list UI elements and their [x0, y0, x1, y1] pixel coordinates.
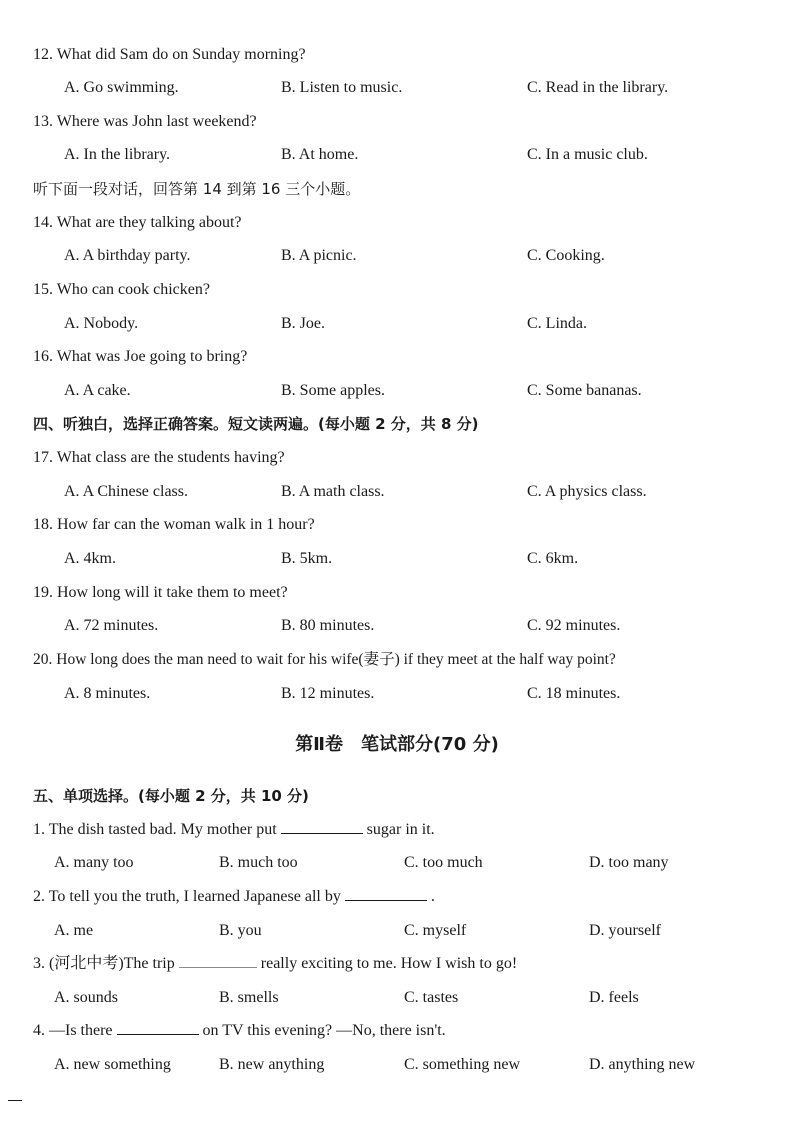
- mc-question-3: [0, 949, 794, 979]
- option-a: A. many too: [54, 854, 134, 871]
- option-b: B. 80 minutes.: [281, 617, 375, 634]
- question-20: [0, 645, 794, 675]
- option-b: B. 12 minutes.: [281, 685, 375, 702]
- question-stem: 20. How long does the man need to wait for his wife(妻子) if they meet at the half way point?: [33, 651, 616, 668]
- option-c: C. A physics class.: [527, 483, 647, 500]
- option-c: C. 92 minutes.: [527, 617, 621, 634]
- question-stem-pre: 3. (河北中考)The trip: [33, 955, 175, 972]
- mc-options-4: [0, 1050, 794, 1080]
- option-d: D. feels: [589, 989, 639, 1006]
- option-a: A. me: [54, 922, 94, 939]
- option-c: C. Some bananas.: [527, 382, 642, 399]
- option-b: B. 5km.: [281, 550, 333, 567]
- question-stem: 12. What did Sam do on Sunday morning?: [33, 46, 306, 63]
- question-17: [0, 443, 794, 473]
- option-a: A. sounds: [54, 989, 119, 1006]
- option-b: B. Some apples.: [281, 382, 385, 399]
- option-b: B. much too: [219, 854, 298, 871]
- option-a: A. Nobody.: [64, 315, 139, 332]
- option-a: A. 72 minutes.: [64, 617, 159, 634]
- option-a: A. A cake.: [64, 382, 131, 399]
- option-b: B. Listen to music.: [281, 79, 403, 96]
- instruction-14-16: [0, 174, 794, 204]
- mc-options-3: [0, 983, 794, 1013]
- part-2-title: 第Ⅱ卷 笔试部分(70 分): [295, 734, 499, 755]
- options-16: [0, 376, 794, 406]
- question-stem-post: really exciting to me. How I wish to go!: [260, 955, 518, 972]
- question-stem: 18. How far can the woman walk in 1 hour?: [33, 516, 315, 533]
- question-stem: 19. How long will it take them to meet?: [33, 584, 288, 601]
- option-b: B. you: [219, 922, 262, 939]
- question-stem-pre: 4. —Is there: [33, 1022, 113, 1039]
- answer-blank: [117, 1020, 199, 1035]
- options-12: [0, 73, 794, 103]
- option-c: C. tastes: [404, 989, 459, 1006]
- question-stem-pre: 1. The dish tasted bad. My mother put: [33, 821, 277, 838]
- options-19: [0, 611, 794, 641]
- question-15: [0, 275, 794, 305]
- option-c: C. myself: [404, 922, 467, 939]
- mc-options-1: [0, 848, 794, 878]
- options-20: [0, 679, 794, 709]
- option-c: C. too much: [404, 854, 483, 871]
- options-14: [0, 241, 794, 271]
- question-stem: 15. Who can cook chicken?: [33, 281, 210, 298]
- option-c: C. Linda.: [527, 315, 587, 332]
- option-a: A. A birthday party.: [64, 247, 191, 264]
- option-c: C. Cooking.: [527, 247, 605, 264]
- question-stem-pre: 2. To tell you the truth, I learned Japanese all by: [33, 888, 341, 905]
- question-stem: 13. Where was John last weekend?: [33, 113, 257, 130]
- question-stem: 17. What class are the students having?: [33, 449, 285, 466]
- options-15: [0, 309, 794, 339]
- question-19: [0, 578, 794, 608]
- question-14: [0, 208, 794, 238]
- option-c: C. 6km.: [527, 550, 579, 567]
- option-a: A. 8 minutes.: [64, 685, 151, 702]
- section-5-heading: [0, 781, 794, 811]
- question-stem: 14. What are they talking about?: [33, 214, 242, 231]
- option-c: C. Read in the library.: [527, 79, 669, 96]
- option-d: D. anything new: [589, 1056, 696, 1073]
- question-stem-post: sugar in it.: [366, 821, 435, 838]
- options-17: [0, 477, 794, 507]
- option-c: C. 18 minutes.: [527, 685, 621, 702]
- mc-question-2: [0, 882, 794, 912]
- option-a: A. Go swimming.: [64, 79, 179, 96]
- option-b: B. A picnic.: [281, 247, 357, 264]
- option-a: A. In the library.: [64, 146, 171, 163]
- options-18: [0, 544, 794, 574]
- option-b: B. Joe.: [281, 315, 325, 332]
- page-corner-mark: [8, 1100, 22, 1101]
- option-a: A. 4km.: [64, 550, 116, 567]
- answer-blank: [179, 953, 257, 968]
- option-d: D. yourself: [589, 922, 661, 939]
- mc-question-4: [0, 1016, 794, 1046]
- section-heading-text: 四、听独白，选择正确答案。短文读两遍。(每小题 2 分，共 8 分): [33, 415, 479, 433]
- option-b: B. new anything: [219, 1056, 325, 1073]
- mc-options-2: [0, 916, 794, 946]
- option-b: B. At home.: [281, 146, 359, 163]
- question-12: [0, 40, 794, 70]
- question-stem-post: .: [430, 888, 435, 905]
- section-4-heading: [0, 409, 794, 439]
- question-18: [0, 510, 794, 540]
- option-b: B. smells: [219, 989, 279, 1006]
- option-b: B. A math class.: [281, 483, 385, 500]
- question-13: [0, 107, 794, 137]
- mc-question-1: [0, 815, 794, 845]
- question-16: [0, 342, 794, 372]
- option-d: D. too many: [589, 854, 669, 871]
- option-c: C. something new: [404, 1056, 520, 1073]
- option-a: A. A Chinese class.: [64, 483, 188, 500]
- question-stem: 16. What was Joe going to bring?: [33, 348, 248, 365]
- answer-blank: [345, 886, 427, 901]
- options-13: [0, 140, 794, 170]
- answer-blank: [281, 819, 363, 834]
- option-c: C. In a music club.: [527, 146, 648, 163]
- option-a: A. new something: [54, 1056, 171, 1073]
- section-heading-text: 五、单项选择。(每小题 2 分，共 10 分): [33, 787, 309, 805]
- instruction-text: 听下面一段对话，回答第 14 到第 16 三个小题。: [33, 180, 361, 198]
- question-stem-post: on TV this evening? —No, there isn't.: [202, 1022, 446, 1039]
